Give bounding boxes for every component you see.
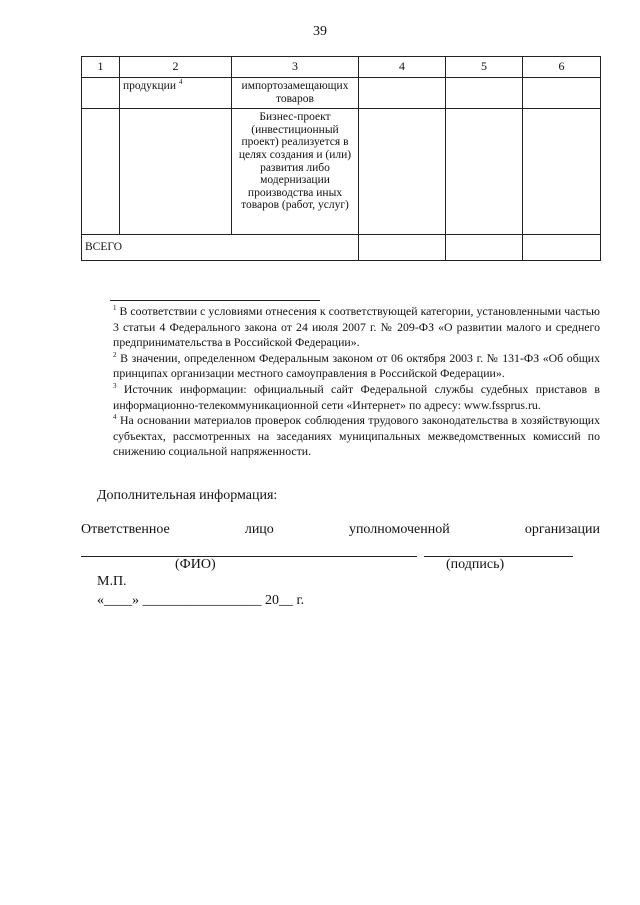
table-cell <box>523 78 601 109</box>
footnote-number: 4 <box>113 413 117 422</box>
header-cell: 5 <box>446 57 523 78</box>
additional-info-heading: Дополнительная информация: <box>97 488 278 503</box>
footnote-number: 1 <box>113 304 117 313</box>
header-cell: 2 <box>120 57 232 78</box>
products-label: продукции <box>123 80 176 92</box>
table-cell <box>359 109 446 235</box>
footnote-text: Источник информации: официальный сайт Федеральной службы судебных приставов в информационно-телекоммуникационной сети «Интернет» по адресу: www.fssprus.ru. <box>113 381 600 412</box>
responsible-word: уполномоченной <box>348 522 450 537</box>
footnote-separator <box>110 300 320 301</box>
page-number: 39 <box>313 24 327 39</box>
total-row <box>82 235 601 261</box>
signature-label: (подпись) <box>446 557 505 572</box>
table-cell <box>82 78 120 109</box>
footnote-number: 2 <box>113 350 117 359</box>
footnote <box>81 413 600 460</box>
footnote-text: На основании материалов проверок соблюдения трудового законодательства в хозяйствующих субъектах, рассмотренных на заседаниях муниципальных межведомственных комиссий по снижению социальной напряженности. <box>113 413 600 459</box>
responsible-word: Ответственное <box>81 522 170 537</box>
footnote-ref: 4 <box>178 78 183 87</box>
table-cell <box>446 235 523 261</box>
report-table <box>81 56 601 261</box>
table-cell <box>523 109 601 235</box>
date-line: «____» _________________ 20__ г. <box>97 593 305 608</box>
business-project-cell: Бизнес-проект (инвестиционный проект) реализуется в целях создания и (или) развития либо модернизации производства иных товаров (работ, услуг) <box>232 109 359 235</box>
footnote <box>81 304 600 351</box>
table-cell <box>359 78 446 109</box>
responsible-word: лицо <box>244 522 274 537</box>
fio-underline <box>81 556 417 557</box>
header-cell: 1 <box>82 57 120 78</box>
header-cell: 6 <box>523 57 601 78</box>
table-header-row <box>82 57 601 78</box>
responsible-word: организации <box>524 522 600 537</box>
table-cell <box>82 109 120 235</box>
import-substitution-cell: импортозамещающих товаров <box>232 78 359 109</box>
footnote-number: 3 <box>113 382 117 391</box>
table-cell <box>523 235 601 261</box>
table-cell <box>446 78 523 109</box>
table-row <box>82 78 601 109</box>
footnote-text: В значении, определенном Федеральным законом от 06 октября 2003 г. № 131-ФЗ «Об общих принципах организации местного самоуправления в Российской Федерации». <box>113 350 600 381</box>
total-label: ВСЕГО <box>82 235 359 261</box>
table-cell <box>446 109 523 235</box>
footnote <box>81 382 600 413</box>
table-cell <box>120 109 232 235</box>
header-cell: 3 <box>232 57 359 78</box>
table-row <box>82 109 601 235</box>
table-cell <box>120 78 232 109</box>
table-cell <box>359 235 446 261</box>
footnote <box>81 351 600 382</box>
stamp-label: М.П. <box>97 574 127 589</box>
footnotes <box>81 304 600 460</box>
footnote-text: В соответствии с условиями отнесения к соответствующей категории, установленными частью 3 статьи 4 Федерального закона от 24 июля 2007 г. № 209-ФЗ «О развитии малого и среднего предпринимательства в Российской Федерации». <box>113 304 600 350</box>
responsible-person-line <box>81 522 600 538</box>
header-cell: 4 <box>359 57 446 78</box>
fio-label: (ФИО) <box>175 557 216 572</box>
